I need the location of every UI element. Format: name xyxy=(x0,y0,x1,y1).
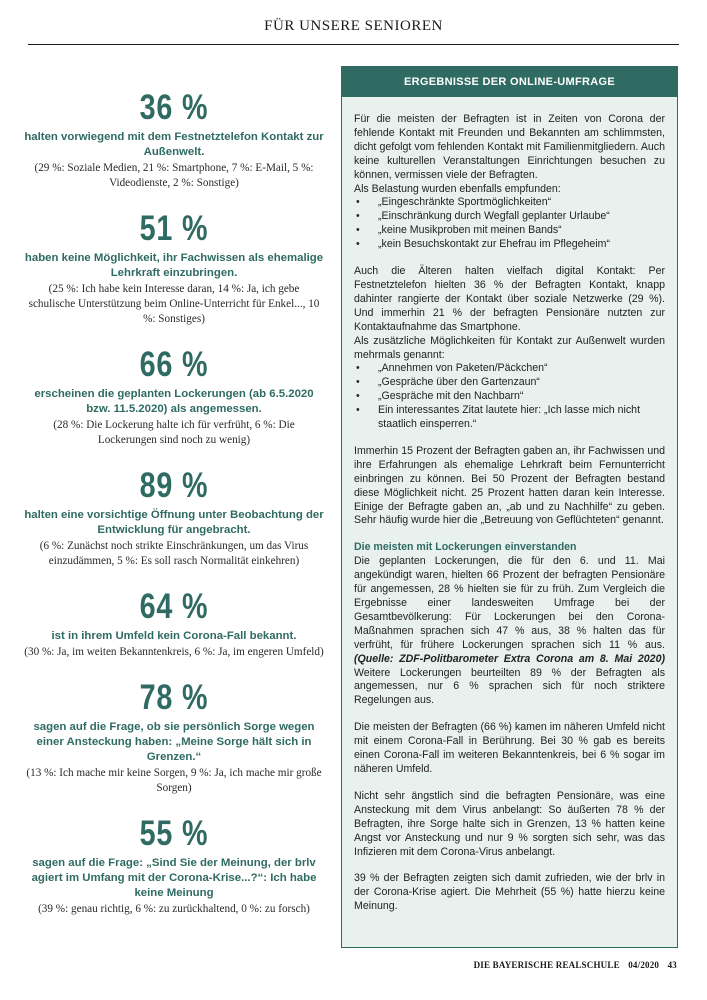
paragraph: Für die meisten der Befragten ist in Zeiten von Corona der fehlende Kontakt mit Freunden und Bekannten am schlimmsten, dicht gefolgt vom fehlenden Kontakt mit Familienmitgliedern. Auch keine kulturellen Veranstaltungen Einrichtungen besuchen zu können, vermissen viele der Befragten. xyxy=(354,113,665,181)
stat-detail: (13 %: Ich mache mir keine Sorgen, 9 %: Ja, ich mache mir große Sorgen) xyxy=(26,767,322,794)
stat-block xyxy=(24,209,324,327)
stat-block xyxy=(24,678,324,796)
page-number: 43 xyxy=(667,960,677,970)
stat-headline: haben keine Möglichkeit, ihr Fachwissen als ehemalige Lehrkraft einzubringen. xyxy=(24,252,324,279)
paragraph xyxy=(354,555,665,708)
list-item: • „keine Musikproben mit meinen Bands“ xyxy=(354,224,665,238)
stat-detail: (6 %: Zunächst noch strikte Einschränkungen, um das Virus einzudämmen, 5 %: Es soll rasch Normalität einkehren) xyxy=(39,540,309,567)
paragraph-text: Weitere Lockerungen beurteilten 89 % der Befragten als angemessen, nur 6 % sprachen sich für noch striktere Regelungen aus. xyxy=(354,666,665,707)
paragraph: Immerhin 15 Prozent der Befragten gaben an, ihr Fachwissen und ihre Erfahrungen als ehemalige Lehrkraft beim Fernunterricht einbringen zu können. Bei 50 Prozent der Befragten bestand diese Möglichkeit nicht. 25 Prozent hatten daran kein Interesse. Einige der Befragte gaben an, „ab und zu Nachhilfe“ zu geben. Sehr häufig wurde hier die „Betreuung von Geflüchteten“ genannt. xyxy=(354,444,665,527)
paragraph: Nicht sehr ängstlich sind die befragten Pensionäre, was eine Ansteckung mit dem Virus anbelangt: So äußerten 78 % der Befragten, ihre Sorge halte sich in Grenzen, 13 % hatten keine Angst vor Ansteckung und nur 9 % sorgten sich sehr, was das Infizieren mit dem Corona-Virus anbelangt. xyxy=(354,789,665,858)
stat-percentage: 66 % xyxy=(139,345,209,384)
paragraph: Als zusätzliche Möglichkeiten für Kontakt zur Außenwelt wurden mehrmals genannt: xyxy=(354,334,665,361)
stat-block xyxy=(24,88,324,191)
publication-name: DIE BAYERISCHE REALSCHULE xyxy=(473,960,620,970)
list-item: • „Gespräche mit den Nachbarn“ xyxy=(354,390,665,404)
source-citation: (Quelle: ZDF-Politbarometer Extra Corona am 8. Mai 2020) xyxy=(354,652,665,665)
stat-headline: erscheinen die geplanten Lockerungen (ab 6.5.2020 bzw. 11.5.2020) als angemessen. xyxy=(34,388,314,415)
paragraph-gap xyxy=(354,432,665,445)
stat-percentage: 55 % xyxy=(139,814,209,853)
subheading: Die meisten mit Lockerungen einverstanden xyxy=(354,541,577,554)
survey-body xyxy=(342,97,677,914)
stat-percentage: 36 % xyxy=(139,88,209,127)
paragraph-text: Die geplanten Lockerungen, die für den 6. und 11. Mai angekündigt waren, hielten 66 Prozent der befragten Pensionäre für angemessen, 28 % hielten sie für zu früh. Zum Vergleich die Ergebnisse einer landesweiten Umfrage bei der Gesamtbevölkerung: Für Lockerungen bei den Corona-Maßnahmen sprachen sich 47 % aus, 38 % halten das für verfrüht, für frühere Lockerungen sprachen sich 11 % aus. xyxy=(354,555,665,651)
paragraph-gap xyxy=(354,708,665,721)
paragraph-gap xyxy=(354,252,665,265)
stat-headline: halten eine vorsichtige Öffnung unter Beobachtung der Entwicklung für angebracht. xyxy=(24,509,324,536)
list-item: • „Gespräche über den Gartenzaun“ xyxy=(354,376,665,390)
list-item: • „Einschränkung durch Wegfall geplanter Urlaube“ xyxy=(354,210,665,224)
stat-detail: (30 %: Ja, im weiten Bekanntenkreis, 6 %: Ja, im engeren Umfeld) xyxy=(24,646,324,658)
paragraph-gap xyxy=(354,859,665,872)
stat-block xyxy=(24,587,324,660)
stat-percentage: 51 % xyxy=(139,209,209,248)
paragraph: Als Belastung wurden ebenfalls empfunden: xyxy=(354,182,561,195)
stat-percentage: 89 % xyxy=(139,466,209,505)
stat-detail: (29 %: Soziale Medien, 21 %: Smartphone, 7 %: E-Mail, 5 %: Videodienste, 2 %: Sonstige) xyxy=(34,162,314,189)
survey-title: ERGEBNISSE DER ONLINE-UMFRAGE xyxy=(342,67,677,97)
paragraph: Die meisten der Befragten (66 %) kamen im näheren Umfeld nicht mit einem Corona-Fall in Berührung. Bei 30 % gab es bereits einen Corona-Fall im weiteren Bekanntenkreis, bei 6 % sogar im näheren Umfeld. xyxy=(354,721,665,775)
stat-headline: halten vorwiegend mit dem Festnetztelefon Kontakt zur Außenwelt. xyxy=(24,131,324,158)
stat-detail: (39 %: genau richtig, 6 %: zu zurückhaltend, 0 %: zu forsch) xyxy=(38,903,310,915)
stat-headline: ist in ihrem Umfeld kein Corona-Fall bekannt. xyxy=(51,630,297,642)
paragraph: Auch die Älteren halten vielfach digital Kontakt: Per Festnetztelefon hielten 36 % der Befragten Kontakt, knapp dahinter rangierte der Kontakt über soziale Netzwerke (29 %). Und immerhin 21 % der befragten Pensionäre nutzten zur Kontaktaufnahme das Smartphone. xyxy=(354,265,665,333)
page-footer xyxy=(468,960,677,970)
stat-percentage: 64 % xyxy=(139,587,209,626)
paragraph-gap xyxy=(354,528,665,541)
survey-results-box xyxy=(341,66,678,948)
contact-list xyxy=(354,362,665,432)
stat-detail: (28 %: Die Lockerung halte ich für verfrüht, 6 %: Die Lockerungen sind noch zu wenig) xyxy=(53,419,295,446)
stat-block xyxy=(24,814,324,917)
list-item: • Ein interessantes Zitat lautete hier: „Ich lasse mich nicht staatlich einsperren.“ xyxy=(354,404,665,432)
stat-percentage: 78 % xyxy=(139,678,209,717)
list-item: • „Annehmen von Paketen/Päckchen“ xyxy=(354,362,665,376)
stat-headline: sagen auf die Frage, ob sie persönlich Sorge wegen einer Ansteckung haben: „Meine Sorge hält sich in Grenzen.“ xyxy=(33,721,315,763)
stat-block xyxy=(24,466,324,569)
stat-headline: sagen auf die Frage: „Sind Sie der Meinung, der brlv agiert im Umfang mit der Corona-Krise...?“: Ich habe keine Meinung xyxy=(31,857,317,899)
stat-detail: (25 %: Ich habe kein Interesse daran, 14 %: Ja, ich gebe schulische Unterstützung beim Online-Unterricht für Enkel..., 10 %: Sonstiges) xyxy=(28,283,320,325)
paragraph-gap xyxy=(354,777,665,790)
stat-block xyxy=(24,345,324,448)
header-divider xyxy=(28,44,679,45)
paragraph: 39 % der Befragten zeigten sich damit zufrieden, wie der brlv in der Corona-Krise agiert. Die Mehrheit (55 %) hatte hierzu keine Meinung. xyxy=(354,872,665,913)
issue-number: 04/2020 xyxy=(628,960,660,970)
list-item: • „Eingeschränkte Sportmöglichkeiten“ xyxy=(354,196,665,210)
stats-column xyxy=(24,88,324,935)
section-title: FÜR UNSERE SENIOREN xyxy=(264,18,443,34)
burden-list xyxy=(354,196,665,252)
list-item: • „kein Besuchskontakt zur Ehefrau im Pflegeheim“ xyxy=(354,238,665,252)
